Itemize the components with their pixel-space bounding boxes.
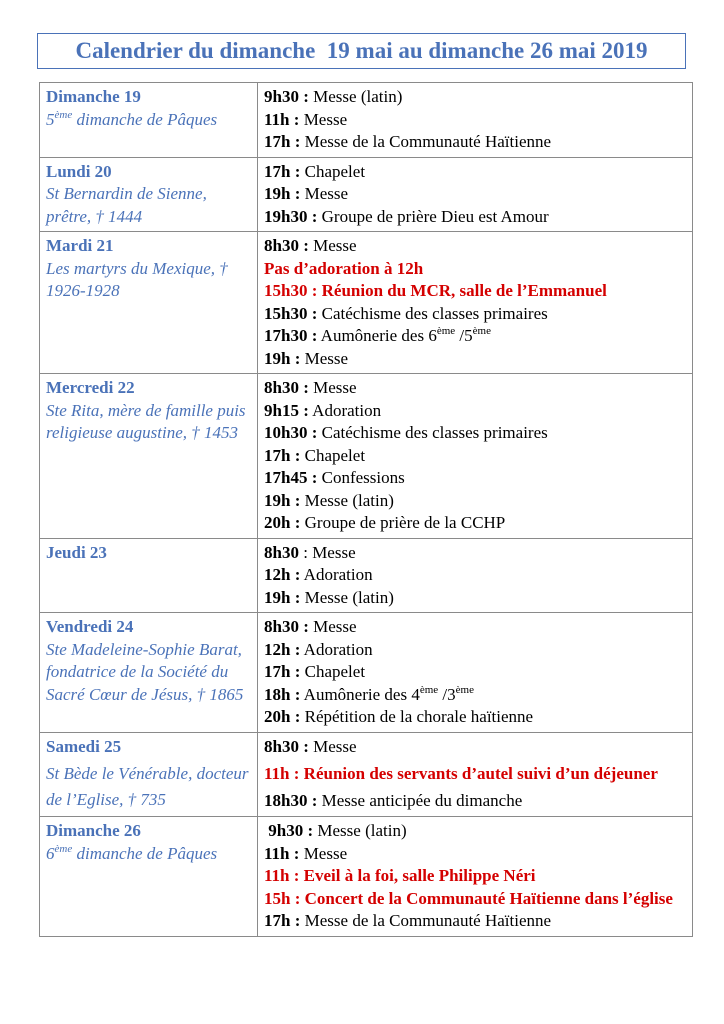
event-text: Messe [300,184,349,203]
event-text: Messe [308,617,357,636]
event-line [264,587,686,610]
event-line [264,400,686,423]
event-time: 9h15 : [264,400,309,420]
event-time: 17h : [264,132,301,151]
table-row [40,157,693,232]
event-line [264,661,686,684]
ordinal-number: 5 [46,109,55,129]
event-line [264,706,686,729]
event-time: 19h : [264,348,301,368]
event-line [264,843,686,866]
event-time: 8h30 : [264,617,309,636]
event-text: Messe [308,236,357,255]
event-time: 17h45 : [264,468,318,487]
event-line [264,325,686,348]
event-line-highlight: 15h : Concert de la Communauté Haïtienne dans l’église [264,888,673,908]
event-time: 18h : [264,684,301,704]
event-line [264,512,686,535]
event-text: Chapelet [300,161,366,181]
saint-rest: dimanche de Pâques [72,109,218,129]
event-text: Aumônerie des 6 [317,326,437,345]
event-line [264,183,686,206]
event-time: 17h : [264,911,301,930]
event-line-highlight: 15h30 : Réunion du MCR, salle de l’Emmanuel [264,281,607,300]
table-row [40,732,693,817]
event-text: Messe (latin) [313,821,407,840]
saint-text [46,109,251,132]
saint-text: Ste Rita, mère de famille puis religieuse augustine, † 1453 [46,400,246,442]
event-line [264,303,686,326]
event-time: 19h : [264,184,301,203]
event-text: Messe de la Communauté Haïtienne [300,911,552,930]
event-text: Messe (latin) [308,87,403,106]
event-line [264,542,686,565]
event-line [264,206,686,229]
event-text: Répétition de la chorale haïtienne [300,707,534,726]
day-name: Mercredi 22 [46,378,135,397]
event-line [264,790,686,813]
saint-text: Les martyrs du Mexique, † 1926-1928 [46,258,228,300]
event-line [264,445,686,468]
event-text: Messe [300,348,349,368]
event-time: 12h : [264,639,301,659]
event-time: 17h30 : [264,326,318,345]
day-name: Mardi 21 [46,236,114,255]
event-text: Chapelet [300,445,366,465]
event-time: 20h : [264,513,301,532]
table-row [40,232,693,374]
event-time: 17h : [264,445,301,465]
event-line-highlight: Pas d’adoration à 12h [264,258,424,278]
event-time: 8h30 : [264,378,309,397]
events-cell [258,817,693,937]
event-time: 19h30 : [264,206,318,226]
saint-text [46,843,251,866]
ordinal-suffix: ème [455,683,474,696]
event-time: 19h : [264,490,301,510]
event-text: Groupe de prière de la CCHP [300,513,506,532]
event-line [264,490,686,513]
event-line [264,109,686,132]
event-line [264,616,686,639]
day-name: Vendredi 24 [46,617,134,636]
ordinal-suffix: ème [54,842,73,855]
table-row [40,817,693,937]
event-text: Adoration [300,565,373,584]
table-row [40,374,693,539]
page-title: Calendrier du dimanche 19 mai au dimanche 26 mai 2019 [75,38,648,63]
event-line [264,348,686,371]
event-time: 15h30 : [264,303,318,323]
event-line [264,639,686,662]
event-text: Messe de la Communauté Haïtienne [300,132,552,151]
event-text-mid: /5 [455,326,473,345]
event-text: Adoration [308,400,382,420]
day-name: Samedi 25 [46,736,122,756]
event-time: 9h30 : [264,87,309,106]
event-line [264,377,686,400]
event-line [264,131,686,154]
events-cell [258,83,693,158]
event-text: Messe [308,736,357,756]
day-name: Dimanche 26 [46,821,141,840]
events-cell [258,374,693,539]
events-cell [258,538,693,613]
event-text: Messe (latin) [300,490,394,510]
event-time: 8h30 [264,542,299,562]
ordinal-suffix: ème [54,108,73,121]
day-name: Lundi 20 [46,161,112,181]
event-time: 11h : [264,843,300,863]
day-cell [40,374,258,539]
event-line-highlight: 11h : Réunion des servants d’autel suivi d’un déjeuner [264,764,658,783]
ordinal-suffix: ème [419,683,439,696]
event-time: 18h30 : [264,791,318,810]
event-text: Messe anticipée du dimanche [317,791,523,810]
events-cell [258,232,693,374]
event-line [264,564,686,587]
event-time: 17h : [264,662,301,681]
day-cell [40,613,258,733]
event-line [264,820,686,843]
day-cell [40,538,258,613]
day-name: Dimanche 19 [46,87,141,106]
saint-rest: dimanche de Pâques [72,843,218,863]
event-time: 20h : [264,707,301,726]
events-cell [258,732,693,817]
event-text: Messe [299,109,348,129]
event-time: 10h30 : [264,423,318,442]
event-time: 19h : [264,587,301,607]
event-text: Messe [308,378,357,397]
event-line [264,235,686,258]
event-line [264,736,686,759]
event-line [264,422,686,445]
day-name: Jeudi 23 [46,542,107,562]
event-text: Catéchisme des classes primaires [317,423,548,442]
event-line [264,910,686,933]
event-time: 12h : [264,565,301,584]
event-text: Catéchisme des classes primaires [317,303,548,323]
event-line [264,467,686,490]
event-time: 17h : [264,161,301,181]
table-row [40,83,693,158]
events-cell [258,613,693,733]
ordinal-suffix: ème [472,325,491,337]
event-text-mid: /3 [438,684,456,704]
event-text: Messe (latin) [300,587,394,607]
day-cell [40,732,258,817]
event-time: 9h30 : [264,821,314,840]
table-row [40,613,693,733]
table-row [40,538,693,613]
event-time: 11h : [264,109,300,129]
event-time: 8h30 : [264,736,309,756]
saint-text: St Bède le Vénérable, docteur de l’Eglise, † 735 [46,764,249,809]
event-text: : Messe [298,542,356,562]
event-text: Aumônerie des 4 [300,684,420,704]
title-box [37,33,686,69]
saint-text: Ste Madeleine-Sophie Barat, fondatrice de la Société du Sacré Cœur de Jésus, † 1865 [46,639,244,704]
day-cell [40,83,258,158]
event-text: Messe [299,843,348,863]
event-text: Confessions [317,468,405,487]
events-cell [258,157,693,232]
day-cell [40,157,258,232]
event-line-highlight: 11h : Eveil à la foi, salle Philippe Néri [264,866,536,885]
day-cell [40,232,258,374]
calendar-table [39,82,693,937]
event-time: 8h30 : [264,236,309,255]
event-line [264,684,686,707]
day-cell [40,817,258,937]
event-text: Adoration [300,639,373,659]
ordinal-number: 6 [46,843,55,863]
event-text: Chapelet [300,662,366,681]
event-text: Groupe de prière Dieu est Amour [317,206,549,226]
saint-text: St Bernardin de Sienne, prêtre, † 1444 [46,184,207,226]
event-line [264,161,686,184]
ordinal-suffix: ème [436,325,456,337]
event-line [264,86,686,109]
